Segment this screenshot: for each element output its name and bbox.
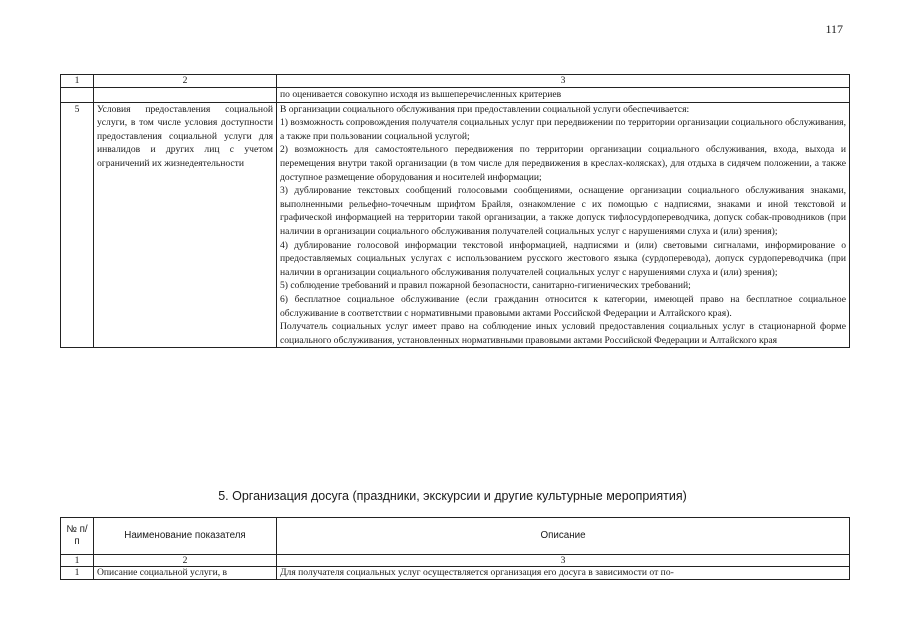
- column-number-row: [61, 555, 850, 567]
- description-text: Для получателя социальных услуг осуществляется организация его досуга в зависимости от по-: [277, 567, 850, 580]
- description-paragraph: 4) дублирование голосовой информации текстовой информацией, надписями и (или) световыми сигналами, информирование о предоставляемых социальных услугах с использованием русского жестового языка (сурдоперевода), допуск сурдопереводчика (при наличии в организации социального обслуживания получателей социальных услуг с нарушениями слуха и (или) зрения);: [280, 239, 846, 278]
- continuation-row: [61, 88, 850, 103]
- description-paragraph: 5) соблюдение требований и правил пожарной безопасности, санитарно-гигиенических требований;: [280, 280, 691, 292]
- indicator-name: Условия предоставления социальной услуги, в том числе условия доступности предоставления социальной услуги для инвалидов и других лиц с учетом ограничений их жизнедеятельности: [94, 102, 277, 348]
- column-number: 3: [277, 75, 850, 88]
- header-description: Описание: [277, 518, 850, 555]
- header-row: [61, 518, 850, 555]
- row-number: 1: [61, 567, 94, 580]
- column-number: 1: [61, 555, 94, 567]
- description-paragraph: 6) бесплатное социальное обслуживание (если гражданин относится к категории, имеющей право на бесплатное социальное обслуживание в соответствии с нормативными правовыми актами Российской Федерации и Алтайского края).: [280, 293, 846, 319]
- description-paragraph: 1) возможность сопровождения получателя социальных услуг при передвижении по территории организации социального обслуживания, а также при пользовании социальной услугой;: [280, 117, 846, 142]
- column-number: 1: [61, 75, 94, 88]
- description-paragraph: 3) дублирование текстовых сообщений голосовыми сообщениями, оснащение организации социального обслуживания знаками, выполненными рельефно-точечным шрифтом Брайля, ознакомление с их помощью с надписями, знаками и иной текстовой и графической информацией на территории такой организации, а также допуск тифлосурдопереводчика, допуск собак-проводников (при наличии в организации социального обслуживания получателей социальных услуг с нарушениями слуха и (или) зрения);: [280, 185, 846, 237]
- description-cell: [277, 102, 850, 348]
- description-paragraph: Получатель социальных услуг имеет право на соблюдение иных условий предоставления социальных услуг в стационарной форме социального обслуживания, установленных нормативными правовыми актами Российской Федерации и Алтайского края: [280, 321, 846, 346]
- description-paragraph: 2) возможность для самостоятельного передвижения по территории организации социального обслуживания, входа, выхода и перемещения внутри такой организации (в том числе для передвижения в креслах-колясках), для отдыха в сидячем положении, а также доступное размещение оборудования и носителей информации;: [280, 144, 846, 183]
- row-number: 5: [61, 102, 94, 348]
- table-row: [61, 102, 850, 348]
- section-heading: 5. Организация досуга (праздники, экскурсии и другие культурные мероприятия): [218, 489, 687, 503]
- continuation-text: по оценивается совокупно исходя из вышеперечисленных критериев: [277, 88, 850, 103]
- header-indicator: Наименование показателя: [94, 518, 277, 555]
- page-number: 117: [825, 22, 843, 36]
- indicator-name: Описание социальной услуги, в: [94, 567, 277, 580]
- header-number: № п/п: [61, 518, 94, 555]
- column-number: 3: [277, 555, 850, 567]
- leisure-table: [60, 517, 850, 580]
- column-number: 2: [94, 555, 277, 567]
- description-paragraph: В организации социального обслуживания при предоставлении социальной услуги обеспечивается:: [280, 103, 690, 115]
- table-row: [61, 567, 850, 580]
- column-number-row: [61, 75, 850, 88]
- column-number: 2: [94, 75, 277, 88]
- conditions-table: [60, 74, 850, 348]
